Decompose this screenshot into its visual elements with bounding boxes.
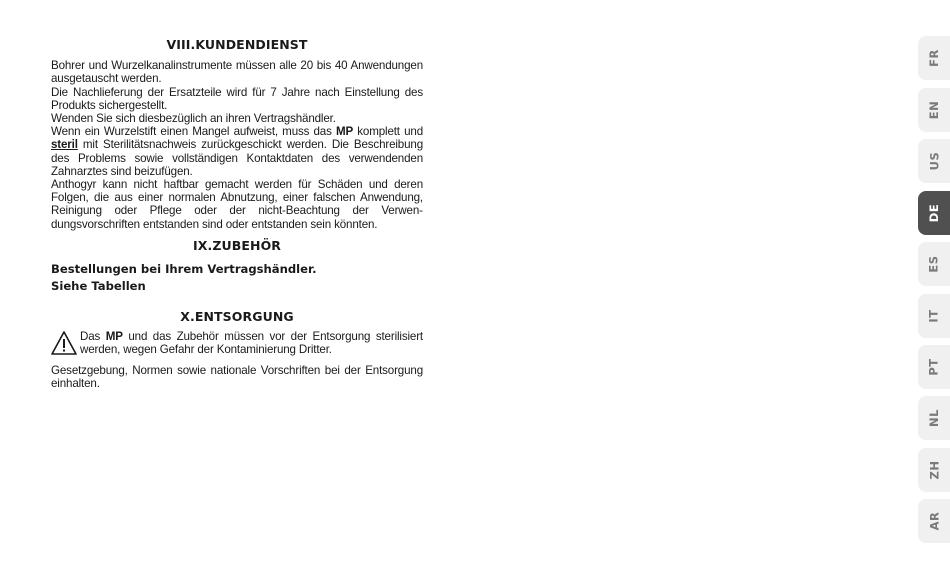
mp-bold: MP: [335, 125, 354, 139]
heading-zubehoer: IX.ZUBEHÖR: [192, 237, 282, 253]
tab-de[interactable]: [918, 191, 950, 235]
paragraph-wurzelstift: [51, 125, 423, 178]
tab-en[interactable]: [918, 88, 950, 132]
tab-fr[interactable]: [918, 36, 950, 80]
heading-kundendienst: VIII.KUNDENDIENST: [166, 37, 308, 52]
warning-triangle-icon: [51, 330, 77, 356]
text-fragment: Wenn ein Wurzelstift einen Mangel aufweist, muss das: [51, 125, 336, 139]
paragraph-haftung: Anthogyr kann nicht haftbar gemacht werden für Schäden und deren Folgen, die aus einer normalen Abnutzung, einer falschen Anwendung, Reinigung oder Pflege oder der nicht-Beachtung der Verwendungsvorschriften entstanden sind oder entstanden sein könnten.: [51, 178, 423, 231]
tab-es[interactable]: [918, 242, 950, 286]
tab-label: DE: [927, 203, 941, 223]
tab-ar[interactable]: [918, 499, 950, 543]
tab-us[interactable]: [918, 139, 950, 183]
tab-label: ZH: [927, 460, 941, 480]
tab-label: AR: [926, 511, 941, 531]
tables-line: Siehe Tabellen: [51, 278, 146, 293]
mp-bold: MP: [105, 330, 123, 344]
heading-entsorgung: X.ENTSORGUNG: [180, 309, 294, 325]
text-fragment: mit Sterilitätsnachweis zurückgeschickt werden. Die Beschreibung des Problems sowie vollständigen Kontaktdaten des verwendenden Zahnarztes sind beizufügen.: [51, 138, 423, 178]
steril-emphasis: steril: [51, 138, 78, 152]
tab-pt[interactable]: [918, 345, 950, 389]
tab-label: IT: [927, 309, 941, 323]
orders-line: Bestellungen bei Ihrem Vertragshändler.: [51, 262, 317, 277]
text-fragment: komplett und: [353, 125, 423, 139]
paragraph-gesetzgebung: Gesetzgebung, Normen sowie nationale Vorschriften bei der Entsorgung einhalten.: [51, 363, 423, 390]
paragraph-vertragshaendler: Wenden Sie sich diesbezüglich an ihren Vertragshändler.: [51, 112, 336, 126]
orders-note: [51, 261, 423, 294]
document-body: [51, 38, 423, 390]
warning-block: [51, 330, 423, 356]
tab-label: PT: [927, 358, 941, 376]
paragraph-bohrer: Bohrer und Wurzelkanalinstrumente müssen alle 20 bis 40 Anwendungen ausgetauscht werden.: [51, 59, 423, 86]
tab-label: NL: [926, 409, 941, 427]
tab-label: EN: [926, 100, 941, 120]
tab-label: ES: [926, 255, 941, 273]
text-fragment: Das: [80, 330, 106, 344]
paragraph-ersatzteile: Die Nachlieferung der Ersatzteile wird für 7 Jahre nach Einstellung des Produkts sichergestellt.: [51, 85, 423, 112]
tab-nl[interactable]: [918, 396, 950, 440]
tab-it[interactable]: [918, 294, 950, 338]
tab-zh[interactable]: [918, 448, 950, 492]
text-fragment: und das Zubehör müssen vor der Entsorgung sterilisiert werden, wegen Gefahr der Kontaminierung Dritter.: [80, 330, 423, 357]
warning-text: [80, 330, 423, 356]
tab-label: US: [927, 151, 941, 171]
tab-label: FR: [927, 49, 941, 67]
